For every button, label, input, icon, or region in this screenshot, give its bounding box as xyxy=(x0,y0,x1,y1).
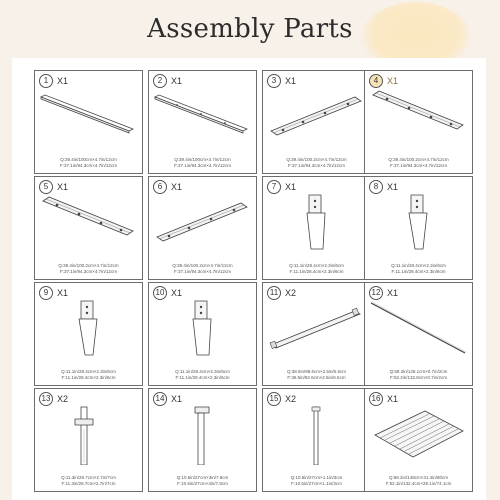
part-quantity: X1 xyxy=(387,394,399,404)
part-card-1 xyxy=(34,70,143,174)
part-quantity: X1 xyxy=(171,394,183,404)
part-card-2 xyxy=(148,70,257,174)
rail-icon xyxy=(35,193,142,253)
slim-leg-icon xyxy=(263,405,370,465)
part-card-8 xyxy=(364,176,473,280)
part-card-7 xyxy=(262,176,371,280)
part-card-6 xyxy=(148,176,257,280)
part-dims-f: F:37.1in/94.3cm×4.7in/12cm xyxy=(60,163,117,168)
part-dims-f: F:10.6in/27cm×1.1in/3cm xyxy=(291,481,342,486)
rail-icon xyxy=(365,87,472,147)
part-quantity: X1 xyxy=(285,182,297,192)
part-quantity: X1 xyxy=(171,288,183,298)
part-number: 7 xyxy=(267,180,281,194)
page-title: Assembly Parts xyxy=(147,14,353,44)
part-number: 14 xyxy=(153,392,167,406)
center-leg-icon xyxy=(149,405,256,465)
support-leg-icon xyxy=(35,405,142,465)
parts-sheet xyxy=(12,58,486,500)
long-bar-icon xyxy=(263,299,370,359)
part-dims-q: Q:11.3in/28.7cm×2.7in/7cm xyxy=(61,475,116,480)
part-card-16 xyxy=(364,388,473,492)
part-dims-q: Q:11.1in/28.4cm×2.3in/6cm xyxy=(175,369,230,374)
leg-icon xyxy=(365,193,472,253)
part-number: 4 xyxy=(369,74,383,88)
part-dims-f: F:37.1in/94.3cm×4.7in/12cm xyxy=(174,163,231,168)
part-dims-q: Q:39.4in/100.2cm×4.7in/12cm xyxy=(58,263,119,268)
part-number: 12 xyxy=(369,286,383,300)
part-card-4 xyxy=(364,70,473,174)
part-card-10 xyxy=(148,282,257,386)
part-card-14 xyxy=(148,388,257,492)
part-dims-f: F:11.1in/28.4cm×2.3in/6cm xyxy=(391,269,446,274)
part-number: 11 xyxy=(267,286,281,300)
part-dims-q: Q:38.6in/98.6cm×2.5in/6.5cm xyxy=(287,369,346,374)
leg-icon xyxy=(149,299,256,359)
part-number: 16 xyxy=(369,392,383,406)
part-quantity: X1 xyxy=(387,288,399,298)
part-quantity: X1 xyxy=(387,182,399,192)
part-dims-q: Q:58.2in/148cm×31.4in/80cm xyxy=(389,475,448,480)
part-number: 15 xyxy=(267,392,281,406)
part-dims-q: Q:10.6in/27cm×3in/7.8cm xyxy=(176,475,229,480)
part-quantity: X1 xyxy=(171,76,183,86)
flat-slat-icon xyxy=(35,87,142,147)
part-dims-q: Q:11.1in/28.4cm×2.3in/6cm xyxy=(289,263,344,268)
leg-icon xyxy=(35,299,142,359)
leg-icon xyxy=(263,193,370,253)
part-number: 10 xyxy=(153,286,167,300)
part-dims-f: F:11.1in/28.4cm×2.3in/6cm xyxy=(61,375,116,380)
rail-icon xyxy=(263,87,370,147)
part-dims-f: F:37.1in/94.3cm×4.7in/12cm xyxy=(390,163,447,168)
part-dims-q: Q:39.4in/100.2cm×4.7in/12cm xyxy=(172,263,233,268)
part-quantity: X2 xyxy=(285,288,297,298)
part-quantity: X2 xyxy=(285,394,297,404)
part-number: 2 xyxy=(153,74,167,88)
part-dims-q: Q:58.3in/148.1cm×0.7in/2cm xyxy=(389,369,448,374)
part-quantity: X1 xyxy=(57,76,69,86)
part-quantity: X1 xyxy=(285,76,297,86)
part-dims-q: Q:39.4in/100.2cm×4.7in/12cm xyxy=(286,157,347,162)
part-quantity: X1 xyxy=(171,182,183,192)
part-dims-q: Q:39.4in/100.2cm×4.7in/12cm xyxy=(388,157,449,162)
part-dims-f: F:37.1in/94.3cm×4.7in/12cm xyxy=(174,269,231,274)
part-quantity: X1 xyxy=(387,76,399,86)
part-number: 8 xyxy=(369,180,383,194)
part-dims-f: F:37.1in/94.3cm×4.7in/12cm xyxy=(288,163,345,168)
part-dims-q: Q:39.4in/100cm×4.7in/12cm xyxy=(174,157,231,162)
part-number: 9 xyxy=(39,286,53,300)
part-card-13 xyxy=(34,388,143,492)
part-dims-f: F:11.1in/28.4cm×2.3in/6cm xyxy=(175,375,230,380)
part-dims-f: F:52.1in/132.4cm×29.1in/74.1cm xyxy=(385,481,452,486)
part-card-9 xyxy=(34,282,143,386)
part-number: 1 xyxy=(39,74,53,88)
part-card-15 xyxy=(262,388,371,492)
flat-slat-holes-icon xyxy=(149,87,256,147)
part-dims-f: F:52.2in/132.8cm×0.7in/2cm xyxy=(390,375,447,380)
part-number: 6 xyxy=(153,180,167,194)
part-number: 5 xyxy=(39,180,53,194)
part-dims-f: F:36.5in/92.6cm×2.5in/6.5cm xyxy=(287,375,346,380)
part-dims-f: F:37.1in/94.3cm×4.7in/12cm xyxy=(60,269,117,274)
part-card-3 xyxy=(262,70,371,174)
part-dims-q: Q:39.4in/100cm×4.7in/12cm xyxy=(60,157,117,162)
part-dims-f: F:11.3in/28.7cm×2.7in/7cm xyxy=(61,481,116,486)
slat-roll-icon xyxy=(365,405,472,465)
part-number: 3 xyxy=(267,74,281,88)
part-dims-q: Q:11.1in/28.4cm×2.3in/6cm xyxy=(61,369,116,374)
part-quantity: X1 xyxy=(57,182,69,192)
part-number: 13 xyxy=(39,392,53,406)
part-dims-q: Q:11.1in/28.4cm×2.3in/6cm xyxy=(391,263,446,268)
rail-icon xyxy=(149,193,256,253)
thin-rod-icon xyxy=(365,299,472,359)
part-dims-f: F:11.1in/28.4cm×2.3in/6cm xyxy=(289,269,344,274)
part-card-5 xyxy=(34,176,143,280)
part-dims-f: F:10.6in/27cm×3in/7.8cm xyxy=(177,481,228,486)
part-quantity: X2 xyxy=(57,394,69,404)
part-card-11 xyxy=(262,282,371,386)
part-card-12 xyxy=(364,282,473,386)
part-quantity: X1 xyxy=(57,288,69,298)
part-dims-q: Q:10.6in/27cm×1.1in/3cm xyxy=(290,475,343,480)
